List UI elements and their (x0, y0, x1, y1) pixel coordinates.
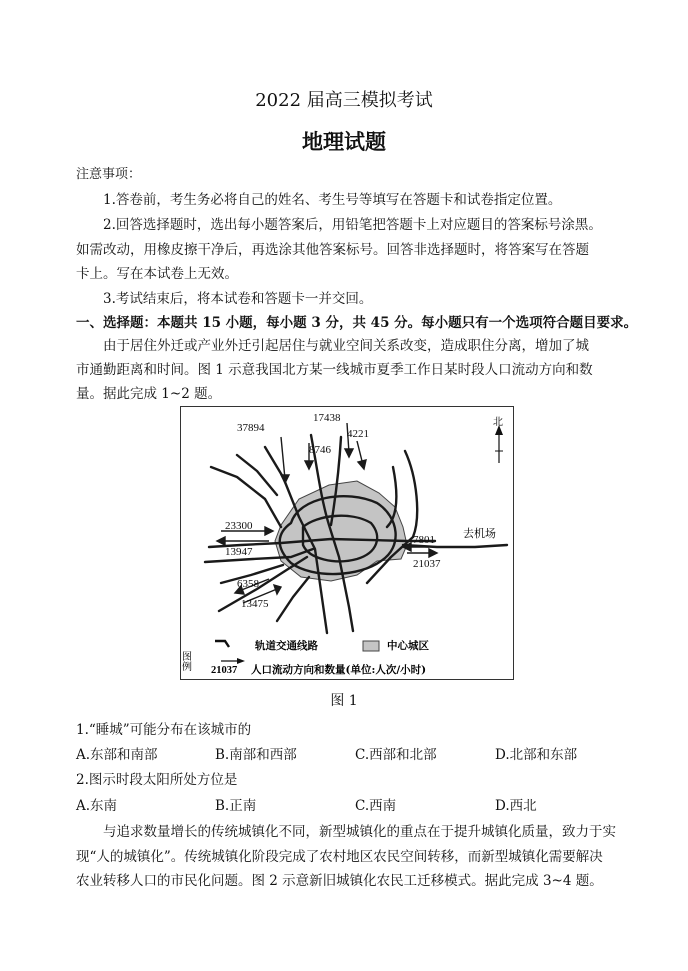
question-1-option-c[interactable]: C.西部和北部 (355, 747, 437, 763)
flow-north-1: 37894 (237, 422, 265, 434)
notice-item-1: 1.答卷前，考生务必将自己的姓名、考生号等填写在答题卡和试卷指定位置。 (103, 192, 562, 208)
notice-heading: 注意事项： (76, 167, 142, 182)
flow-north-2: 17438 (313, 412, 341, 424)
rail-line-west-arc (211, 467, 281, 527)
section-1-heading (76, 311, 637, 331)
question-1-stem: 1.“睡城”可能分布在该城市的 (76, 722, 252, 738)
flow-east-in: 21037 (413, 558, 441, 570)
legend-sample-value: 21037 (211, 665, 238, 676)
legend-title: 图例 (179, 651, 191, 671)
figure-legend (180, 639, 430, 676)
legend-center-label: 中心城区 (387, 640, 429, 652)
legend-rail-symbol (215, 641, 229, 647)
notice-item-2-line-1: 2.回答选择题时，选出每小题答案后，用铅笔把答题卡上对应题目的答案标号涂黑。 (103, 217, 602, 233)
exam-title: 2022 届高三模拟考试 (255, 90, 433, 111)
passage-2-line-3: 农业转移人口的市民化问题。图 2 示意新旧城镇化农民工迁移模式。据此完成 3~4 题。 (76, 873, 603, 889)
flow-west-out: 13947 (225, 546, 253, 558)
question-2-option-b[interactable]: B.正南 (215, 798, 257, 814)
passage-2-line-2: 现“人的城镇化”。传统城镇化阶段完成了农村地区农民空间转移，而新型城镇化需要解决 (76, 849, 603, 865)
figure-1-map (180, 406, 514, 680)
notice-item-2-line-2: 如需改动，用橡皮擦干净后，再选涂其他答案标号。回答非选择题时，将答案写在答题 (76, 242, 589, 258)
airport-label: 去机场 (463, 527, 496, 540)
flow-southwest-out: 6358 (237, 578, 259, 590)
passage-1-line-1: 由于居住外迁或产业外迁引起居住与就业空间关系改变，造成职住分离，增加了城 (103, 338, 589, 354)
question-1-option-b[interactable]: B.南部和西部 (215, 747, 297, 763)
section-1-description: 本题共 15 小题，每小题 3 分，共 45 分。每小题只有一个选项符合题目要求。 (157, 315, 638, 331)
exam-subject-title: 地理试题 (302, 129, 386, 154)
flow-west-in: 23300 (225, 520, 253, 532)
legend-rail-label: 轨道交通线路 (255, 640, 318, 652)
city-rail-map (181, 407, 513, 679)
flow-north-4: 4221 (347, 428, 369, 440)
question-2-option-a[interactable]: A.东南 (76, 798, 118, 814)
passage-2-line-1: 与追求数量增长的传统城镇化不同，新型城镇化的重点在于提升城镇化质量，致力于实 (103, 824, 616, 840)
question-2-option-c[interactable]: C.西南 (355, 798, 397, 814)
rail-line-northwest (237, 455, 277, 495)
flow-southwest-in: 13475 (241, 598, 269, 610)
notice-item-2-line-3: 卡上。写在本试卷上无效。 (76, 266, 238, 282)
flow-east-out: 7801 (413, 534, 435, 546)
flow-north-3: 8746 (309, 444, 331, 456)
rail-line-south (277, 577, 309, 621)
question-1-option-a[interactable]: A.东部和南部 (76, 747, 158, 763)
notice-item-3: 3.考试结束后，将本试卷和答题卡一并交回。 (103, 291, 373, 307)
question-2-stem: 2.图示时段太阳所处方位是 (76, 772, 238, 788)
legend-center-symbol (363, 641, 379, 651)
figure-1-caption: 图 1 (330, 693, 358, 709)
legend-flow-label: 人口流动方向和数量(单位:人次/小时) (251, 664, 427, 676)
question-2-option-d[interactable]: D.西北 (495, 798, 537, 814)
north-label: 北 (493, 417, 503, 428)
question-1-option-d[interactable]: D.北部和东部 (495, 747, 578, 763)
section-1-label: 一、选择题： (76, 315, 157, 331)
passage-1-line-3: 量。据此完成 1~2 题。 (76, 386, 222, 402)
passage-1-line-2: 市通勤距离和时间。图 1 示意我国北方某一线城市夏季工作日某时段人口流动方向和数 (76, 362, 593, 378)
